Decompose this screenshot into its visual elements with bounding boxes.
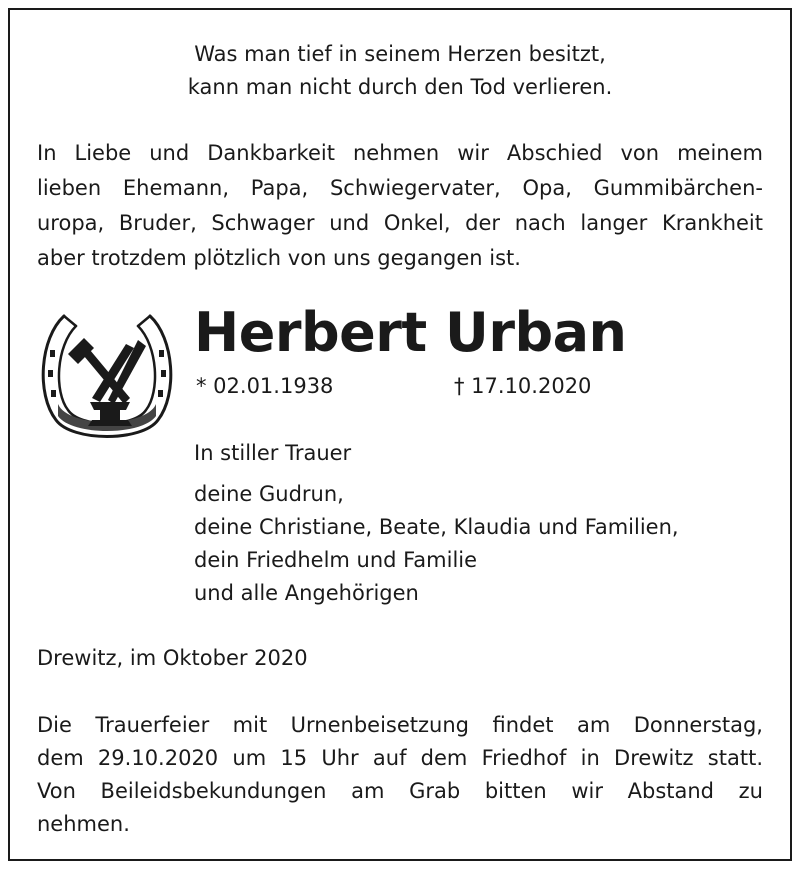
mourner-line: und alle Angehörigen bbox=[194, 581, 419, 605]
mourner-line: deine Christiane, Beate, Klaudia und Familien, bbox=[194, 515, 679, 539]
intro-text bbox=[37, 136, 763, 276]
mourner-line: deine Gudrun, bbox=[194, 482, 344, 506]
birth-date: * 02.01.1938 bbox=[196, 374, 334, 398]
service-line: dem 29.10.2020 um 15 Uhr auf dem Friedhof in Drewitz statt. bbox=[37, 746, 763, 770]
place-and-date: Drewitz, im Oktober 2020 bbox=[37, 646, 308, 670]
intro-line: In Liebe und Dankbarkeit nehmen wir Abschied von meinem bbox=[37, 141, 763, 165]
quote-line: kann man nicht durch den Tod verlieren. bbox=[187, 75, 613, 99]
obituary-notice bbox=[8, 8, 792, 861]
deceased-name: Herbert Urban bbox=[194, 301, 627, 364]
spacer bbox=[194, 470, 679, 478]
death-date: † 17.10.2020 bbox=[454, 374, 592, 398]
service-line: Von Beileidsbekundungen am Grab bitten wir Abstand zu bbox=[37, 779, 763, 803]
mourner-line: dein Friedhelm und Familie bbox=[194, 548, 478, 572]
quote-line: Was man tief in seinem Herzen besitzt, bbox=[194, 42, 606, 66]
service-line: nehmen. bbox=[37, 812, 130, 836]
memorial-quote bbox=[10, 38, 790, 104]
service-line: Die Trauerfeier mit Urnenbeisetzung findet am Donnerstag, bbox=[37, 713, 763, 737]
service-info bbox=[37, 709, 763, 841]
life-dates bbox=[196, 371, 592, 401]
intro-line: lieben Ehemann, Papa, Schwiegervater, Opa, Gummibärchen- bbox=[37, 176, 763, 200]
horseshoe-with-hammer-and-anvil-icon bbox=[38, 306, 176, 448]
mourners-list bbox=[194, 437, 679, 610]
mourners-heading: In stiller Trauer bbox=[194, 441, 352, 465]
intro-line: aber trotzdem plötzlich von uns gegangen ist. bbox=[37, 246, 521, 270]
intro-line: uropa, Bruder, Schwager und Onkel, der nach langer Krankheit bbox=[37, 211, 763, 235]
